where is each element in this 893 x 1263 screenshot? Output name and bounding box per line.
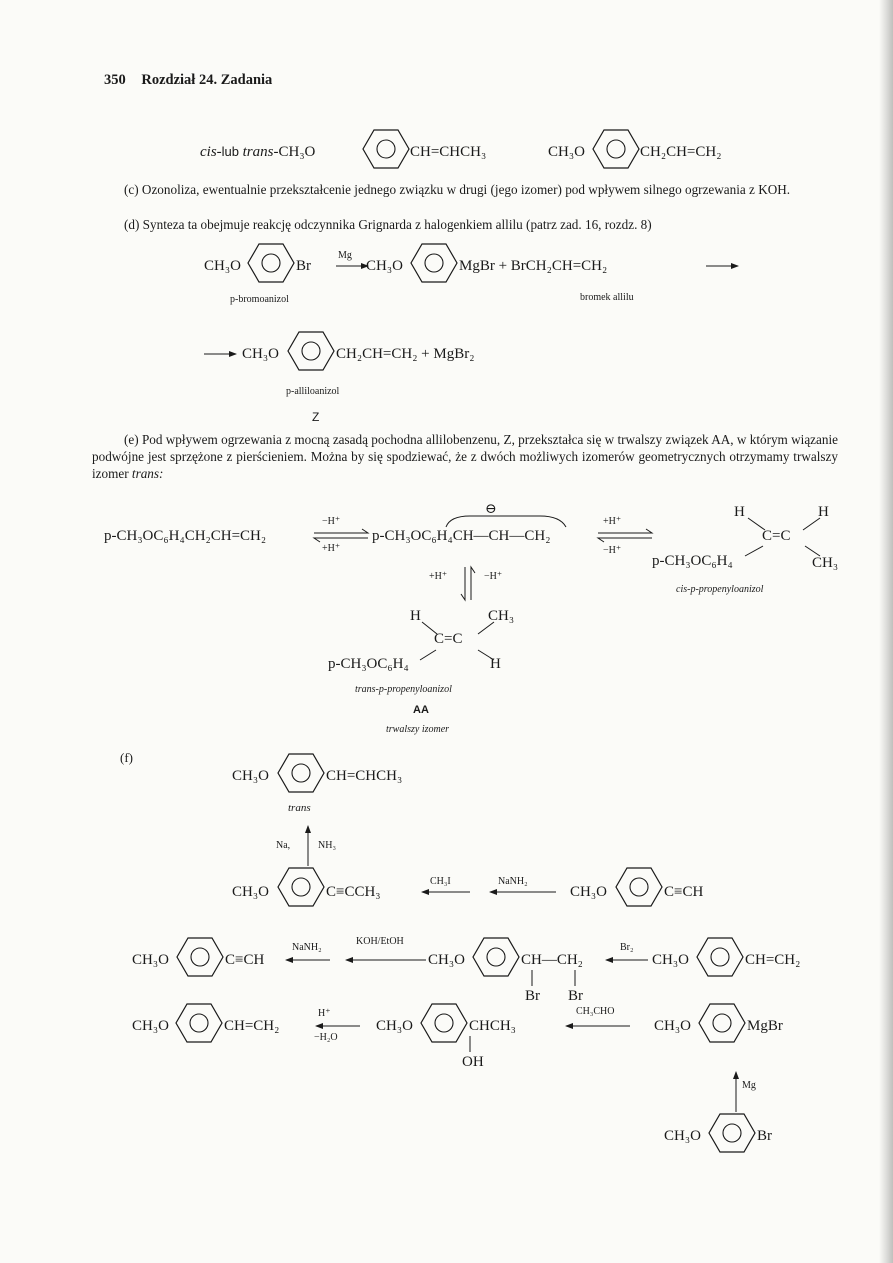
f-r2b-tail: CH—CH₂: [521, 952, 583, 968]
paragraph-c: (c) Ozonoliza, ewentualnie przekształcenie jednego związku w drugi (jego izomer) pod wpływem silnego ogrzewania z KOH.: [124, 182, 791, 197]
f-r2b-br2: Br: [568, 988, 583, 1004]
f-r2c-tail: CH=CH₂: [745, 952, 801, 968]
cis-cc: C=C: [762, 528, 791, 544]
f-top-ch3o: CH₃O: [232, 768, 269, 784]
cis-aryl: p-CH₃OC₆H₄: [652, 553, 733, 569]
f-r2-arrow1: NaNH₂: [292, 942, 322, 953]
isomer-left-prefix: cis-lub trans-CH₃O: [200, 144, 316, 160]
f-r1-arrow2: NaNH₂: [498, 876, 528, 887]
cis-ch3: CH₃: [812, 555, 839, 571]
label-aa: AA: [413, 704, 429, 716]
trans-note: trwalszy izomer: [386, 724, 450, 735]
label-p-bromoanizol: p-bromoanizol: [230, 294, 289, 305]
vertical-eq-left: +H⁺: [429, 571, 448, 582]
f-mg-label: Mg: [742, 1080, 756, 1091]
f-bottom-br: Br: [757, 1128, 772, 1144]
f-r3c-ch3o: CH₃O: [654, 1018, 691, 1034]
f-r2-arrow2: KOH/EtOH: [356, 936, 404, 947]
grignard-r2-ch3o: CH₃O: [366, 258, 403, 274]
f-r3b-tail: CHCH₃: [469, 1018, 516, 1034]
f-r3-arrow2: CH₃CHO: [576, 1006, 615, 1017]
grignard-r1-ch3o: CH₃O: [204, 258, 241, 274]
grignard-product-ch3o: CH₃O: [242, 346, 279, 362]
carbanion-minus-sign: ⊖: [485, 502, 497, 517]
trans-h: H: [410, 608, 421, 624]
vertical-eq-right: −H⁺: [484, 571, 503, 582]
f-r1b-tail: C≡CH: [664, 884, 704, 900]
f-r3-tail: CH=CH₂: [224, 1018, 280, 1034]
trans-aryl: p-CH₃OC₆H₄: [328, 656, 409, 672]
grignard-arrow-label: Mg: [338, 250, 352, 261]
f-bottom-ch3o: CH₃O: [664, 1128, 701, 1144]
label-z: Z: [312, 410, 320, 424]
isomer-left-tail: CH=CHCH₃: [410, 144, 487, 160]
trans-cc: C=C: [434, 631, 463, 647]
isomer-right-tail: CH₂CH=CH₂: [640, 144, 722, 160]
eq2-top-label: +H⁺: [603, 516, 622, 527]
label-p-alliloanizol: p-alliloanizol: [286, 386, 340, 397]
trans-h2: H: [490, 656, 501, 672]
f-r3-ch3o: CH₃O: [132, 1018, 169, 1034]
grignard-r2-tail: MgBr + BrCH₂CH=CH₂: [459, 258, 608, 274]
f-r3b-oh: OH: [462, 1054, 484, 1070]
f-r2b-br1: Br: [525, 988, 540, 1004]
chapter-title: Rozdział 24. Zadania: [141, 72, 273, 88]
f-r3b-ch3o: CH₃O: [376, 1018, 413, 1034]
f-r1-ch3o: CH₃O: [232, 884, 269, 900]
grignard-r1-br: Br: [296, 258, 311, 274]
paragraph-e: (e) Pod wpływem ogrzewania z mocną zasadą pochodna allilobenzenu, Z, przekształca się w trwalszy związek AA, w którym wiązanie podwójne jest sprzężone z pierścieniem. Można by się spodziewać, że z dwóch możliwych izomerów geometrycznych otrzymamy trwalszy izomer trans:: [92, 432, 838, 481]
isomer-right-ch3o: CH₃O: [548, 144, 585, 160]
label-bromek-allilu: bromek allilu: [580, 292, 634, 303]
allyl-start: p-CH₃OC₆H₄CH₂CH=CH₂: [104, 528, 267, 544]
page-number: 350: [104, 72, 126, 88]
f-r3c-tail: MgBr: [747, 1018, 783, 1034]
cis-label: cis-p-propenyloanizol: [676, 584, 764, 595]
paragraph-d: (d) Synteza ta obejmuje reakcję odczynnika Grignarda z halogenkiem allilu (patrz zad. 16, rozdz. 8): [124, 217, 652, 232]
f-r2c-ch3o: CH₃O: [652, 952, 689, 968]
f-r2-arrow3: Br₂: [620, 942, 634, 953]
eq1-top-label: −H⁺: [322, 516, 341, 527]
f-r2b-ch3o: CH₃O: [428, 952, 465, 968]
f-r2-ch3o: CH₃O: [132, 952, 169, 968]
carbanion: p-CH₃OC₆H₄CH—CH—CH₂: [372, 528, 551, 544]
trans-ch3: CH₃: [488, 608, 515, 624]
f-top-label: trans: [288, 802, 311, 814]
f-r1-arrow1: CH₃I: [430, 876, 451, 887]
eq2-bottom-label: −H⁺: [603, 545, 622, 556]
cis-h-right: H: [818, 504, 829, 520]
f-reagent-nh3: NH₃: [318, 840, 336, 851]
cis-h-left: H: [734, 504, 745, 520]
eq1-bottom-label: +H⁺: [322, 543, 341, 554]
f-r3-arrow1-top: H⁺: [318, 1008, 331, 1019]
f-r3-arrow1-bottom: −H₂O: [314, 1032, 338, 1043]
part-f-label: (f): [120, 750, 133, 765]
f-r1b-ch3o: CH₃O: [570, 884, 607, 900]
grignard-product-tail: CH₂CH=CH₂ + MgBr₂: [336, 346, 475, 362]
f-reagent-na: Na,: [276, 840, 291, 851]
trans-label: trans-p-propenyloanizol: [355, 684, 452, 695]
f-top-tail: CH=CHCH₃: [326, 768, 403, 784]
f-r2-tail: C≡CH: [225, 952, 265, 968]
f-r1-tail: C≡CCH₃: [326, 884, 381, 900]
